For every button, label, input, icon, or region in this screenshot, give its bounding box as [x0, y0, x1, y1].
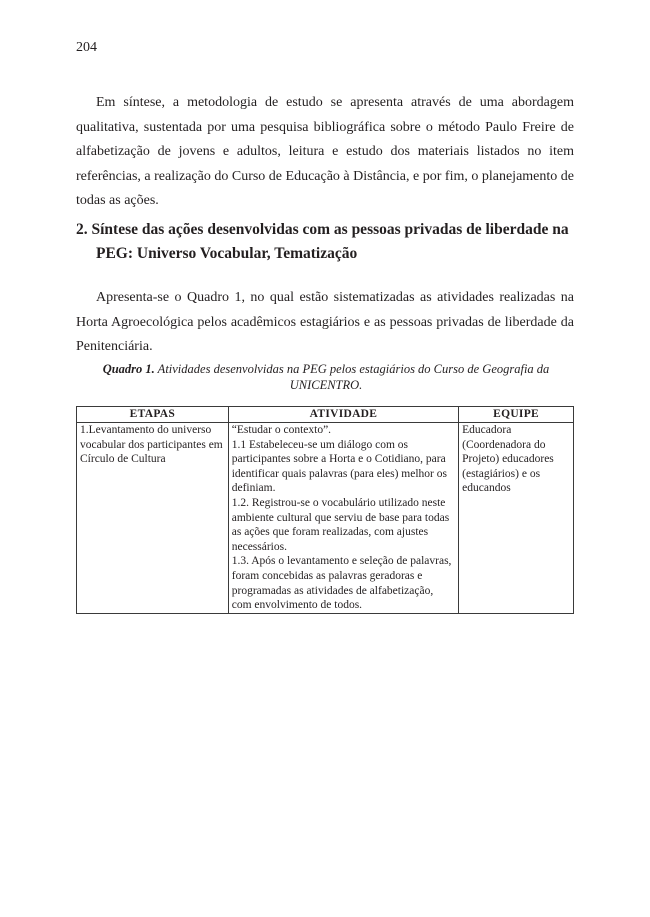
atividade-line: 1.2. Registrou-se o vocabulário utilizado neste ambiente cultural que serviu de base para todas as ações que foram realizadas, com ajustes necessários.	[231, 496, 450, 553]
table-caption	[96, 361, 556, 393]
column-header-atividade: ATIVIDADE	[228, 407, 458, 423]
column-header-etapas: ETAPAS	[77, 407, 229, 423]
cell-equipe: Educadora (Coordenadora do Projeto) educadores (estagiários) e os educandos	[459, 423, 574, 614]
table-row	[77, 423, 574, 614]
table-header-row	[77, 407, 574, 423]
body-paragraph: Apresenta-se o Quadro 1, no qual estão sistematizadas as atividades realizadas na Horta Agroecológica pelos acadêmicos estagiários e as pessoas privadas de liberdade da Penitenciária.	[76, 290, 574, 354]
column-header-equipe: EQUIPE	[459, 407, 574, 423]
cell-etapas: 1.Levantamento do universo vocabular dos participantes em Círculo de Cultura	[77, 423, 229, 614]
page-number: 204	[76, 40, 97, 55]
atividade-line: 1.1 Estabeleceu-se um diálogo com os participantes sobre a Horta e o Cotidiano, para identificar quais palavras (para eles) melhor os definiam.	[231, 438, 447, 495]
atividade-line: “Estudar o contexto”.	[231, 424, 332, 436]
caption-label: Quadro 1.	[102, 362, 155, 376]
caption-text: Atividades desenvolvidas na PEG pelos estagiários do Curso de Geografia da UNICENTRO.	[154, 362, 550, 392]
body-paragraph: Em síntese, a metodologia de estudo se apresenta através de uma abordagem qualitativa, sustentada por uma pesquisa bibliográfica sobre o método Paulo Freire de alfabetização de jovens e adultos, leitura e estudo dos materiais listados no item referências, a realização do Curso de Educação à Distância, e por fim, o planejamento de todas as ações.	[76, 95, 574, 208]
activities-table	[76, 406, 574, 614]
atividade-line: 1.3. Após o levantamento e seleção de palavras, foram concebidas as palavras geradoras e programadas as atividades de alfabetização, com envolvimento de todos.	[231, 555, 452, 612]
section-heading: 2. Síntese das ações desenvolvidas com as pessoas privadas de liberdade na PEG: Universo Vocabular, Tematização	[76, 221, 569, 262]
cell-atividade	[228, 423, 458, 614]
